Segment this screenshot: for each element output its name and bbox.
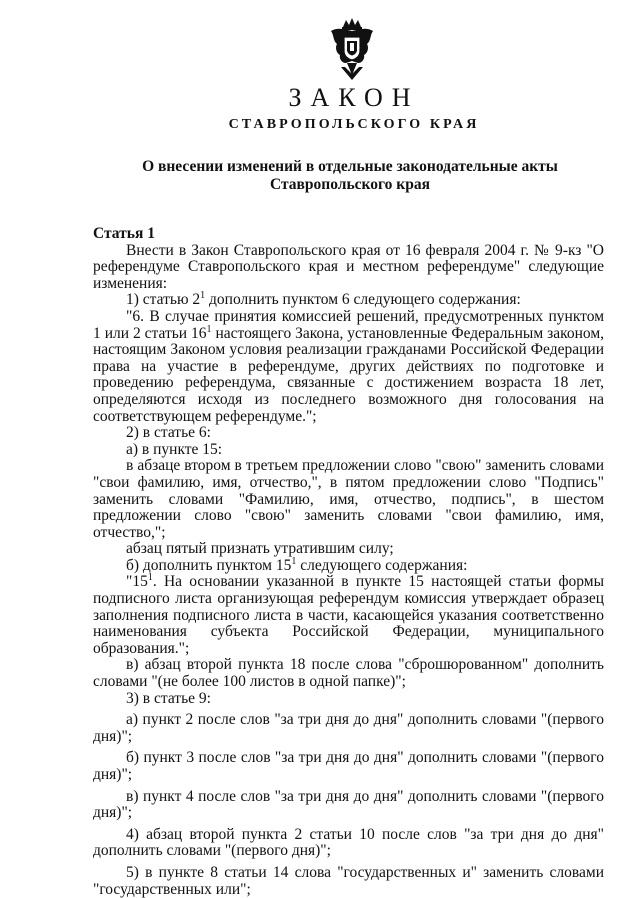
paragraph-item-3a: а) пункт 2 после слов "за три дня до дня" дополнить словами "(первого дня)"; [93,711,604,745]
law-heading: ЗАКОН [288,83,420,112]
coat-of-arms-emblem [329,17,375,81]
paragraph-item-2a-abzac: абзац пятый признать утратившим силу; [126,540,394,558]
paragraph-item-1-content [93,309,604,425]
paragraph-item-3v: в) пункт 4 после слов "за три дня до дня" дополнить словами "(первого дня)"; [93,787,604,822]
item-2b-text-a: б) дополнить пунктом 15 [126,556,292,574]
item-2b-text-b: следующего содержания: [296,556,468,574]
paragraph-item-2a: а) в пункте 15: [126,440,223,458]
item-1-content-a: "6. В случае принятия комиссией решений, предусмотренных пунктом 1 или 2 статьи 16 [93,307,604,342]
region-heading: СТАВРОПОЛЬСКОГО КРАЯ [228,117,480,132]
item-1-text-a: 1) статью 2 [126,291,201,309]
paragraph-intro: Внести в Закон Ставропольского края от 16 февраля 2004 г. № 9-кз "О референдуме Ставропольского края и местном референдуме" следующие изменения: [93,241,604,292]
item-2b-sup: 1 [291,555,297,567]
paragraph-item-2v: в) абзац второй пункта 18 после слова "сброшюрованном" дополнить словами "(не более 100 листов в одной папке)"; [93,656,604,691]
paragraph-item-3b: б) пункт 3 после слов "за три дня до дня" дополнить словами "(первого дня)"; [93,749,604,783]
item-1-sup: 1 [200,290,206,302]
paragraph-item-4: 4) абзац второй пункта 2 статьи 10 после слов "за три дня до дня" дополнить словами "(первого дня)"; [93,825,604,860]
title-line-1: О внесении изменений в отдельные законодательные акты [142,158,558,175]
item-2b-content-b: . На основании указанной в пункте 15 настоящей статьи формы подписного листа организующая референдум комиссия утверждает образец заполнения подписного листа в части, касающейся указания соответственно наименования субъекта Российской Федерации, муниципального образования."; [93,573,604,657]
article-heading: Статья 1 [93,225,155,242]
item-1-content-b: настоящего Закона, установленные Федеральным законом, настоящим Законом условия реализации гражданами Российской Федерации права на участие в референдуме, других действиях по подготовке и проведению референдума, связанные с достижением возраста 18 лет, определяются исходя из последнего возможного дня голосования на соответствующем референдуме."; [93,324,604,425]
paragraph-item-1 [93,292,604,309]
document-title [120,158,580,194]
item-1-text-b: дополнить пунктом 6 следующего содержания: [205,291,521,309]
paragraph-item-2b-content [93,574,604,657]
paragraph-item-3: 3) в статье 9: [126,689,211,707]
title-line-2: Ставропольского края [270,176,430,193]
item-2b-content-a: "15 [126,573,148,591]
paragraph-item-2: 2) в статье 6: [126,424,211,442]
paragraph-item-5: 5) в пункте 8 статьи 14 слова "государственных и" заменить словами "государственных или"; [93,863,604,898]
paragraph-item-2b [93,555,604,575]
paragraph-item-2a-text: в абзаце втором в третьем предложении слово "свою" заменить словами "свои фамилию, имя, отчество,", в пятом предложении слово "Подпись" заменить словами "Фамилию, имя, отчество, подпись", в шестом предложении слово "свою" заменить словами "свои фамилию, имя, отчество,"; [93,457,604,541]
item-2b-content-sup: 1 [147,572,153,584]
document-body [93,226,604,898]
item-1-content-sup: 1 [206,323,212,335]
